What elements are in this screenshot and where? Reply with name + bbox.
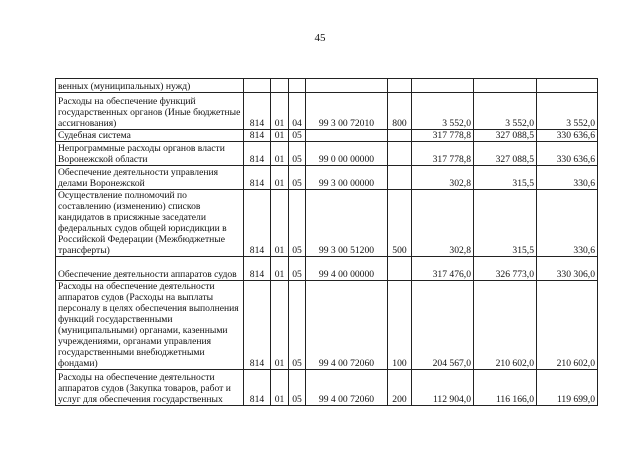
- cell-section: 01: [271, 93, 289, 130]
- cell-sum-3: [537, 79, 598, 93]
- cell-target-article: [306, 79, 388, 93]
- cell-target-article: 99 3 00 72010: [306, 93, 388, 130]
- cell-expense-type: 500: [388, 190, 412, 257]
- cell-name: Непрограммные расходы органов власти Воронежской области: [56, 142, 244, 166]
- cell-ministry: 814: [244, 130, 271, 142]
- cell-sum-2: [474, 79, 537, 93]
- cell-subsection: 05: [289, 257, 306, 281]
- cell-expense-type: [388, 142, 412, 166]
- cell-sum-2: 327 088,5: [474, 130, 537, 142]
- table-row: [56, 79, 598, 93]
- cell-sum-2: 315,5: [474, 166, 537, 190]
- cell-name: Обеспечение деятельности управления делами Воронежской: [56, 166, 244, 190]
- cell-name: Расходы на обеспечение функций государственных органов (Иные бюджетные ассигнования): [56, 93, 244, 130]
- cell-target-article: 99 3 00 00000: [306, 166, 388, 190]
- cell-sum-1: 317 476,0: [412, 257, 474, 281]
- cell-sum-2: 327 088,5: [474, 142, 537, 166]
- table-row: [56, 281, 598, 370]
- table-row: [56, 130, 598, 142]
- table-row: [56, 93, 598, 130]
- cell-section: 01: [271, 130, 289, 142]
- cell-sum-1: [412, 79, 474, 93]
- cell-sum-3: 210 602,0: [537, 281, 598, 370]
- table-row: [56, 370, 598, 406]
- cell-expense-type: 800: [388, 93, 412, 130]
- cell-ministry: 814: [244, 190, 271, 257]
- budget-table: [55, 78, 598, 406]
- cell-sum-1: 302,8: [412, 190, 474, 257]
- cell-name: венных (муниципальных) нужд): [56, 79, 244, 93]
- cell-section: 01: [271, 190, 289, 257]
- cell-sum-2: 3 552,0: [474, 93, 537, 130]
- cell-section: 01: [271, 166, 289, 190]
- cell-section: 01: [271, 370, 289, 406]
- cell-sum-2: 210 602,0: [474, 281, 537, 370]
- cell-name: Обеспечение деятельности аппаратов судов: [56, 257, 244, 281]
- cell-ministry: 814: [244, 166, 271, 190]
- cell-sum-3: 3 552,0: [537, 93, 598, 130]
- cell-subsection: 05: [289, 370, 306, 406]
- cell-expense-type: [388, 130, 412, 142]
- cell-sum-1: 3 552,0: [412, 93, 474, 130]
- cell-sum-1: 317 778,8: [412, 130, 474, 142]
- cell-expense-type: 100: [388, 281, 412, 370]
- cell-sum-2: 315,5: [474, 190, 537, 257]
- table-row: [56, 142, 598, 166]
- cell-target-article: 99 4 00 72060: [306, 370, 388, 406]
- cell-subsection: [289, 79, 306, 93]
- cell-sum-2: 116 166,0: [474, 370, 537, 406]
- cell-sum-3: 330 306,0: [537, 257, 598, 281]
- cell-ministry: 814: [244, 93, 271, 130]
- page-number: 45: [314, 32, 326, 44]
- cell-target-article: 99 3 00 51200: [306, 190, 388, 257]
- cell-ministry: [244, 79, 271, 93]
- cell-expense-type: 200: [388, 370, 412, 406]
- cell-subsection: 05: [289, 130, 306, 142]
- cell-ministry: 814: [244, 370, 271, 406]
- cell-section: 01: [271, 142, 289, 166]
- cell-ministry: 814: [244, 142, 271, 166]
- cell-section: [271, 79, 289, 93]
- cell-target-article: 99 4 00 72060: [306, 281, 388, 370]
- table-row: [56, 166, 598, 190]
- cell-section: 01: [271, 281, 289, 370]
- cell-sum-1: 302,8: [412, 166, 474, 190]
- cell-sum-3: 330 636,6: [537, 142, 598, 166]
- table-body: [56, 79, 598, 406]
- cell-subsection: 05: [289, 190, 306, 257]
- cell-ministry: 814: [244, 281, 271, 370]
- cell-expense-type: [388, 166, 412, 190]
- cell-sum-1: 317 778,8: [412, 142, 474, 166]
- cell-sum-2: 326 773,0: [474, 257, 537, 281]
- cell-sum-3: 330,6: [537, 190, 598, 257]
- cell-sum-3: 330 636,6: [537, 130, 598, 142]
- cell-sum-1: 204 567,0: [412, 281, 474, 370]
- cell-target-article: [306, 130, 388, 142]
- cell-name: Осуществление полномочий по составлению (изменению) списков кандидатов в присяжные заседатели федеральных судов общей юрисдикции в Российской Федерации (Межбюджетные трансферты): [56, 190, 244, 257]
- cell-subsection: 04: [289, 93, 306, 130]
- cell-subsection: 05: [289, 166, 306, 190]
- cell-subsection: 05: [289, 142, 306, 166]
- cell-subsection: 05: [289, 281, 306, 370]
- table-row: [56, 190, 598, 257]
- cell-section: 01: [271, 257, 289, 281]
- cell-target-article: 99 0 00 00000: [306, 142, 388, 166]
- cell-name: Расходы на обеспечение деятельности аппаратов судов (Расходы на выплаты персоналу в целях обеспечения выполнения функций государственными (муниципальными) органами, казенными учреждениями, органами управления государственными внебюджетными фондами): [56, 281, 244, 370]
- cell-sum-3: 330,6: [537, 166, 598, 190]
- cell-name: Расходы на обеспечение деятельности аппаратов судов (Закупка товаров, работ и услуг для обеспечения государственных: [56, 370, 244, 406]
- cell-ministry: 814: [244, 257, 271, 281]
- cell-expense-type: [388, 257, 412, 281]
- cell-target-article: 99 4 00 00000: [306, 257, 388, 281]
- cell-expense-type: [388, 79, 412, 93]
- cell-sum-3: 119 699,0: [537, 370, 598, 406]
- cell-sum-1: 112 904,0: [412, 370, 474, 406]
- table-row: [56, 257, 598, 281]
- cell-name: Судебная система: [56, 130, 244, 142]
